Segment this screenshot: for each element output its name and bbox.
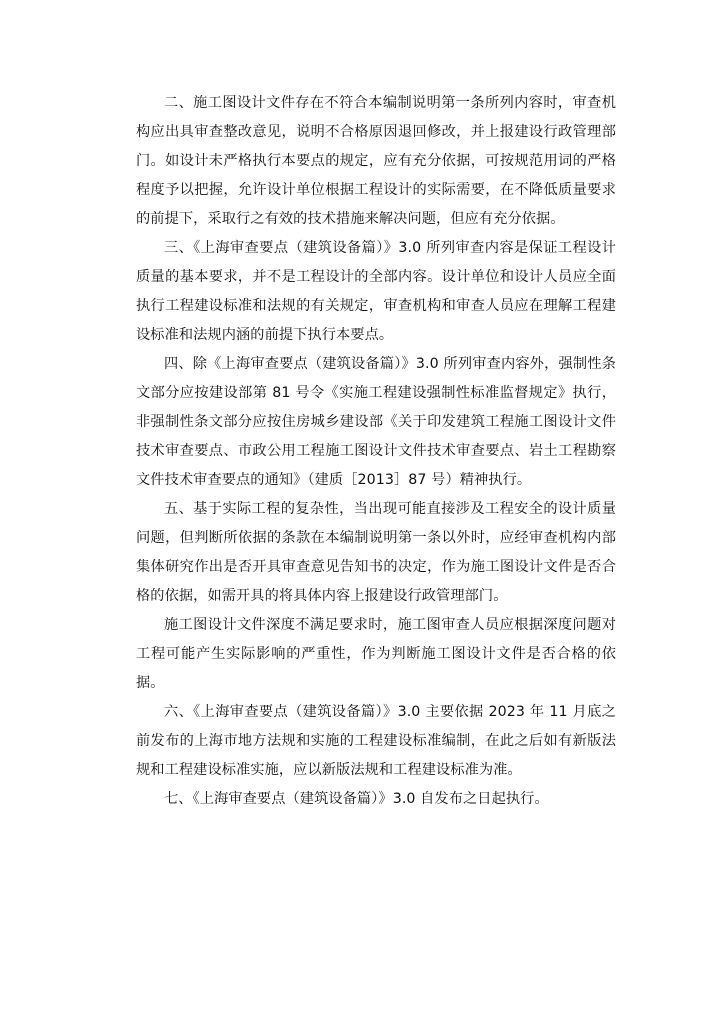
paragraph-item-3: 三、《上海审查要点（建筑设备篇）》3.0 所列审查内容是保证工程设计质量的基本要求，并不是工程设计的全部内容。设计单位和设计人员应全面执行工程建设标准和法规的有关规定，审查机构和审查人员应在理解工程建设标准和法规内涵的前提下执行本要点。 — [136, 240, 616, 343]
document-body — [136, 89, 616, 814]
paragraph-item-5-note: 施工图设计文件深度不满足要求时，施工图审查人员应根据深度问题对工程可能产生实际影响的严重性，作为判断施工图设计文件是否合格的依据。 — [136, 617, 616, 691]
paragraph-item-5: 五、基于实际工程的复杂性，当出现可能直接涉及工程安全的设计质量问题，但判断所依据的条款在本编制说明第一条以外时，应经审查机构内部集体研究作出是否开具审查意见告知书的决定，作为施工图设计文件是否合格的依据，如需开具的将具体内容上报建设行政管理部门。 — [136, 501, 616, 604]
paragraph-item-7: 七、《上海审查要点（建筑设备篇）》3.0 自发布之日起执行。 — [164, 791, 549, 807]
paragraph-item-4: 四、除《上海审查要点（建筑设备篇）》3.0 所列审查内容外，强制性条文部分应按建设部第 81 号令《实施工程建设强制性标准监督规定》执行，非强制性条文部分应按住房城乡建设部《关于印发建筑工程施工图设计文件技术审查要点、市政公用工程施工图设计文件技术审查要点、岩土工程勘察文件技术审查要点的通知》（建质［2013］87 号）精神执行。 — [136, 356, 616, 488]
paragraph-item-2: 二、施工图设计文件存在不符合本编制说明第一条所列内容时，审查机构应出具审查整改意见，说明不合格原因退回修改，并上报建设行政管理部门。如设计未严格执行本要点的规定，应有充分依据，可按规范用词的严格程度予以把握，允许设计单位根据工程设计的实际需要，在不降低质量要求的前提下，采取行之有效的技术措施来解决问题，但应有充分依据。 — [136, 95, 616, 227]
paragraph-item-6: 六、《上海审查要点（建筑设备篇）》3.0 主要依据 2023 年 11 月底之前发布的上海市地方法规和实施的工程建设标准编制，在此之后如有新版法规和工程建设标准实施，应以新版法规和工程建设标准为准。 — [136, 704, 616, 778]
